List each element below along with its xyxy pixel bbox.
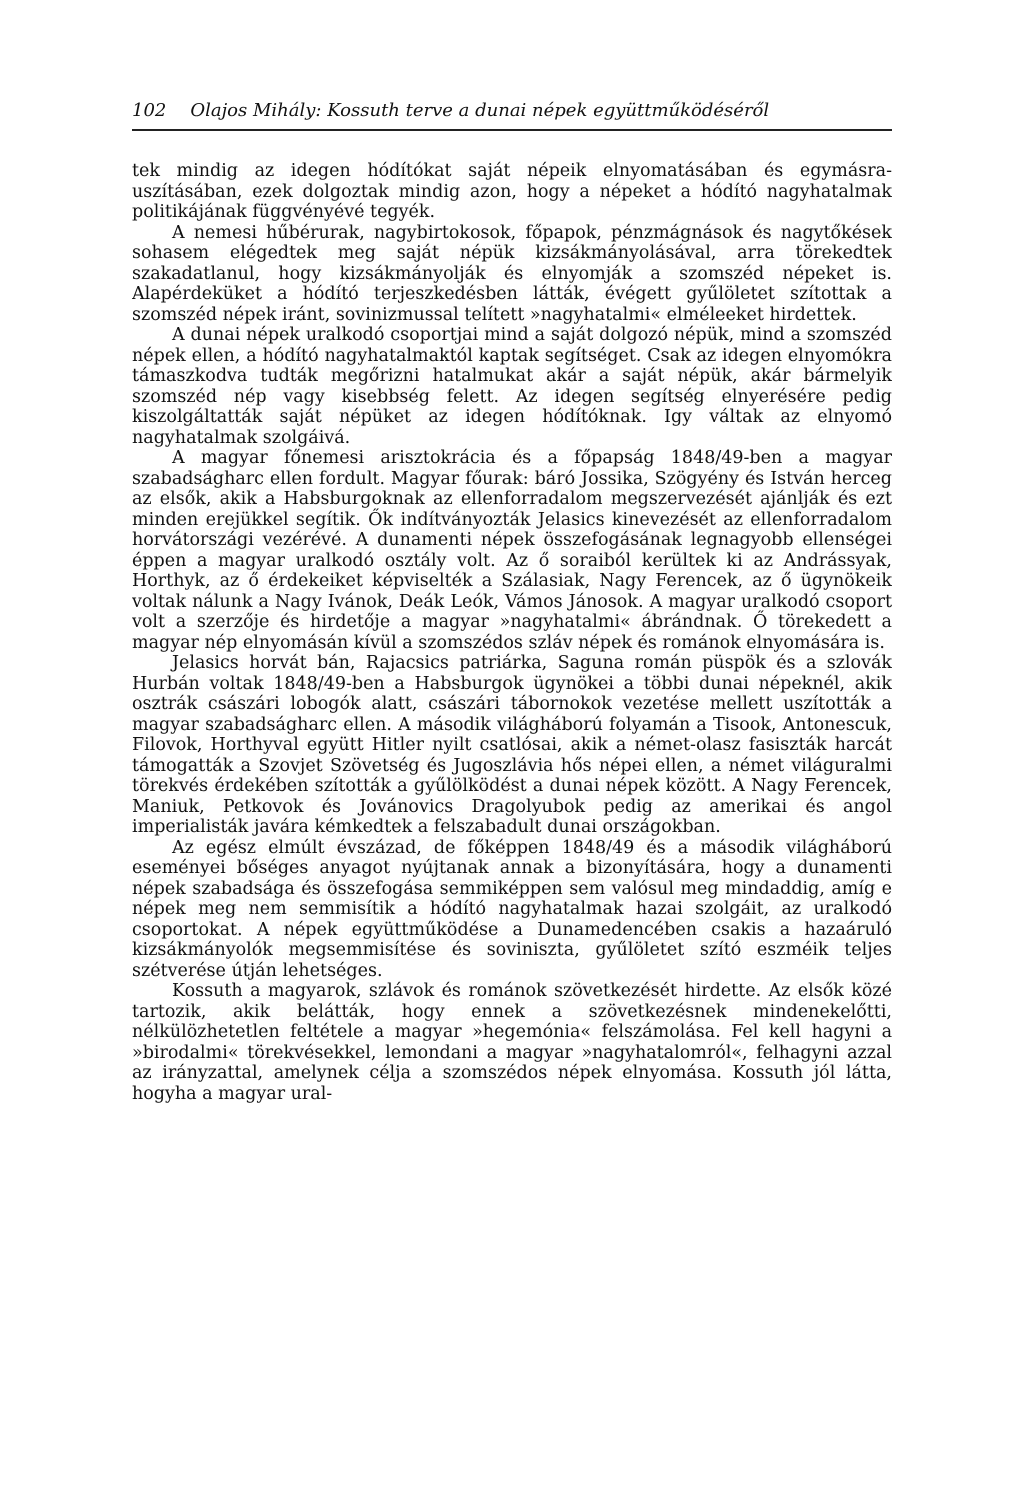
running-header xyxy=(132,100,892,131)
paragraph-1: tek mindig az idegen hódítókat saját népeik elnyomatásában és egymásra-uszításában, ezek dolgoztak mindig azon, hogy a népeket a hódító nagyhatalmak politikájának függvényévé tegyék. xyxy=(132,161,892,222)
paragraph-7: Kossuth a magyarok, szlávok és románok szövetkezését hirdette. Az elsők közé tartozik, akik belátták, hogy ennek a szövetkezésnek mindenekelőtti, nélkülözhetetlen feltétele a magyar »hegemónia« felszámolása. Fel kell hagyni a »birodalmi« törekvésekkel, lemondani a magyar »nagyhatalomról«, felhagyni azzal az irányzattal, amelynek célja a szomszédos népek elnyomása. Kossuth jól látta, hogyha a magyar ural- xyxy=(132,981,892,1104)
running-title: Olajos Mihály: Kossuth terve a dunai népek együttműködéséről xyxy=(190,100,770,121)
paragraph-4: A magyar főnemesi arisztokrácia és a főpapság 1848/49-ben a magyar szabadságharc ellen fordult. Magyar főurak: báró Jossika, Szögyény és István herceg az elsők, akik a Habsburgoknak az ellenforradalom megszervezését ajánlják és ezt minden erejükkel segítik. Ők indítványozták Jelasics kinevezését az ellenforradalom horvátországi vezérévé. A dunamenti népek összefogásának legnagyobb ellenségei éppen a magyar uralkodó osztály volt. Az ő soraiból kerültek ki az Andrássyak, Horthyk, az ő érdekeiket képviselték a Szálasiak, Nagy Ferencek, az ő ügynökeik voltak nálunk a Nagy Ivánok, Deák Leók, Vámos Jánosok. A magyar uralkodó csoport volt a szerzője és hirdetője a magyar »nagyhatalmi« ábrándnak. Ő törekedett a magyar nép elnyomásán kívül a szomszédos szláv népek és románok elnyomására is. xyxy=(132,448,892,653)
paragraph-6: Az egész elmúlt évszázad, de főképpen 1848/49 és a második világháború eseményei bőséges anyagot nyújtanak annak a bizonyítására, hogy a dunamenti népek szabadsága és összefogása semmiképpen sem valósul meg mindaddig, amíg e népek meg nem semmisítik a hódító nagyhatalmak hazai szolgáit, az uralkodó csoportokat. A népek együttműködése a Dunamedencében csakis a hazaáruló kizsákmányolók megsemmisítése és soviniszta, gyűlöletet szító eszméik teljes szétverése útján lehetséges. xyxy=(132,837,892,981)
paragraph-3: A dunai népek uralkodó csoportjai mind a saját dolgozó népük, mind a szomszéd népek ellen, a hódító nagyhatalmaktól kaptak segítséget. Csak az idegen elnyomókra támaszkodva tudták megőrizni hatalmukat akár a saját népük, akár bármelyik szomszéd nép vagy kisebbség felett. Az idegen segítség elnyerésére pedig kiszolgáltatták saját népüket az idegen hódítóknak. Igy váltak az elnyomó nagyhatalmak szolgáivá. xyxy=(132,325,892,448)
body-text xyxy=(132,161,892,1104)
paragraph-5: Jelasics horvát bán, Rajacsics patriárka, Saguna román püspök és a szlovák Hurbán voltak 1848/49-ben a Habsburgok ügynökei a többi dunai népeknél, akik osztrák császári lobogók alatt, császári tábornokok vezetése mellett uszították a magyar szabadságharc ellen. A második világháború folyamán a Tisook, Antonescuk, Filovok, Horthyval együtt Hitler nyilt csatlósai, akik a német-olasz fasiszták harcát támogatták a Szovjet Szövetség és Jugoszlávia hős népei ellen, a német világuralmi törekvés érdekében szították a gyűlölködést a dunai népek között. A Nagy Ferencek, Maniuk, Petkovok és Jovánovics Dragolyubok pedig az amerikai és angol imperialisták javára kémkedtek a felszabadult dunai országokban. xyxy=(132,653,892,837)
paragraph-2: A nemesi hűbérurak, nagybirtokosok, főpapok, pénzmágnások és nagytőkések sohasem elégedtek meg saját népük kizsákmányolásával, arra törekedtek szakadatlanul, hogy kizsákmányolják és elnyomják a szomszéd népeket is. Alapérdeküket a hódító terjeszkedésben látták, évégett gyűlöletet szítottak a szomszéd népek iránt, sovinizmussal telített »nagyhatalmi« elméleeket hirdettek. xyxy=(132,222,892,325)
page-number: 102 xyxy=(132,100,167,121)
book-page xyxy=(132,100,892,1480)
